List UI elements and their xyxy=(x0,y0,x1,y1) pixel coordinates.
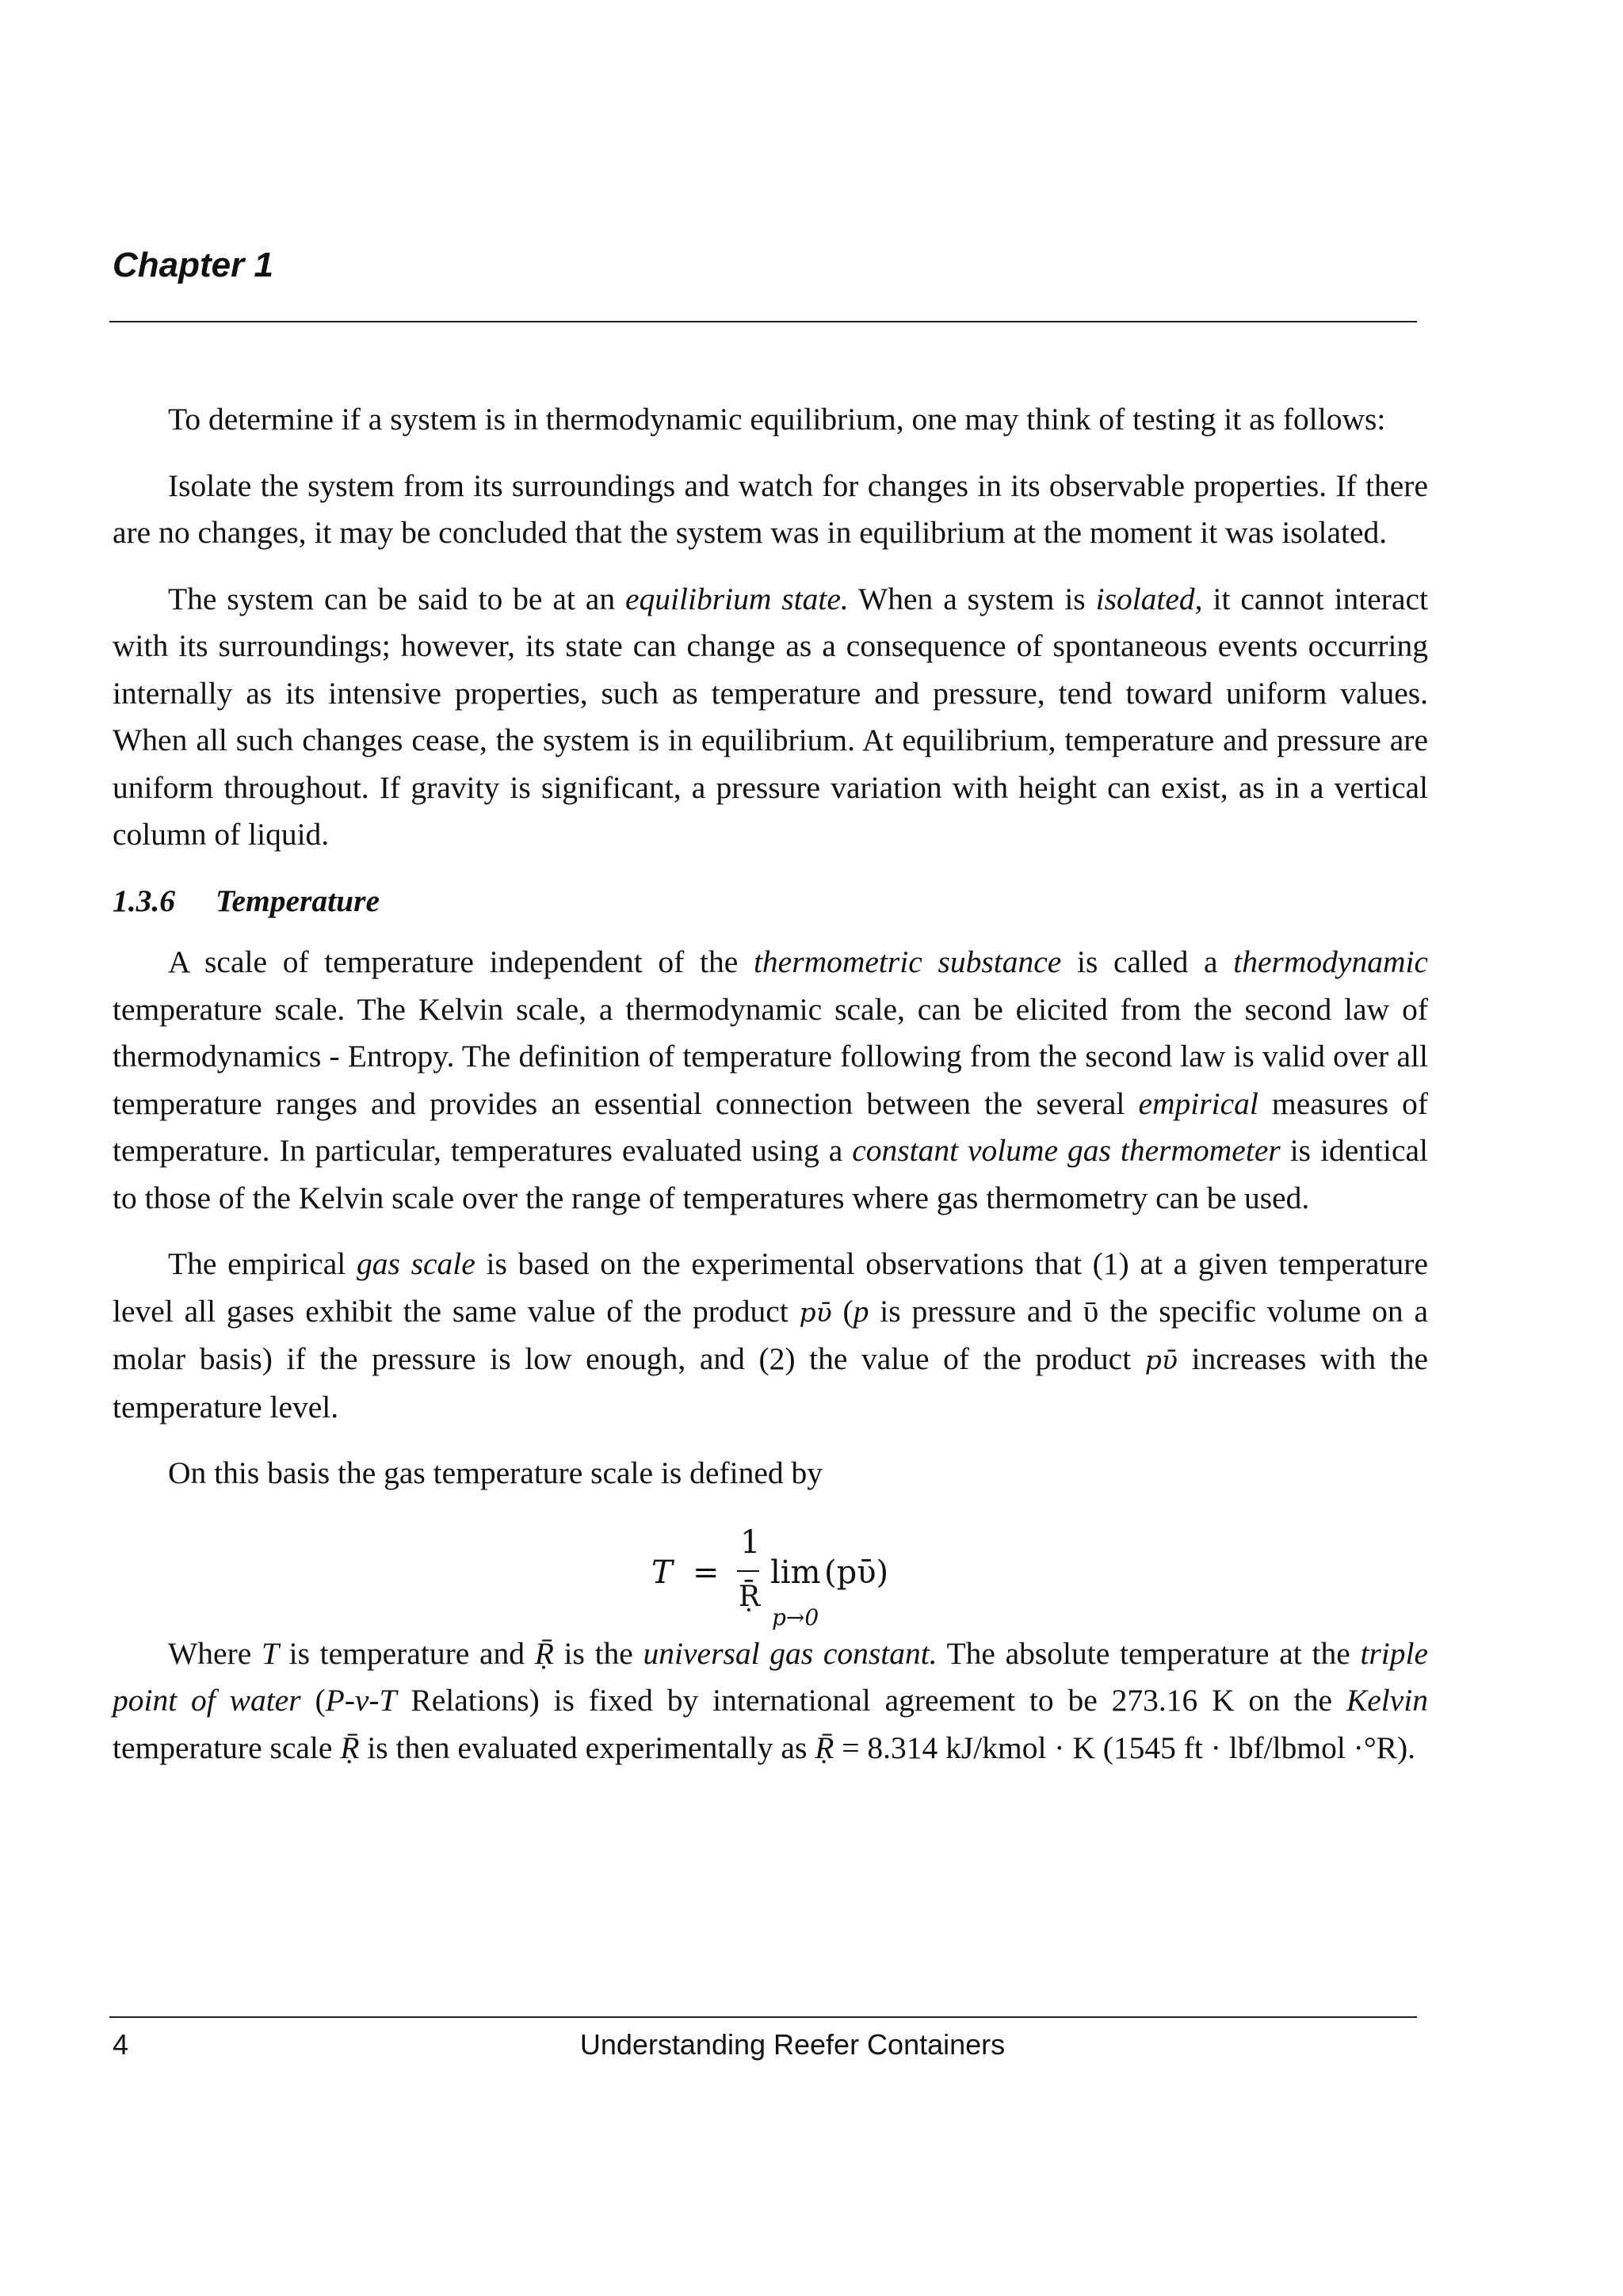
section-number: 1.3.6 xyxy=(113,883,175,918)
equation-lhs: T xyxy=(651,1554,673,1591)
equation-numerator: 1 xyxy=(740,1524,761,1561)
text-run: temperature scale. The Kelvin scale, a thermodynamic scale, can be elicited from the second law of thermodynamics - Entropy. The definition of temperature following from the second law is valid over all temperature ranges and provides an essential connection between the several xyxy=(113,991,1428,1121)
chapter-title: Chapter 1 xyxy=(113,246,273,284)
term-universal-gas-constant: universal gas constant. xyxy=(643,1635,938,1671)
paragraph-universal-gas-constant xyxy=(113,1630,1428,1772)
paragraph-definition-intro: On this basis the gas temperature scale is defined by xyxy=(168,1455,823,1490)
header-divider xyxy=(109,321,1417,322)
equation-argument: (pῡ) xyxy=(824,1554,889,1591)
math-p: p xyxy=(853,1293,869,1329)
paragraph-isolate: Isolate the system from its surroundings and watch for changes in its observable properties. If there are no changes, it may be concluded that the system was in equilibrium at the moment it was isolated. xyxy=(113,467,1428,550)
equation-limit-subscript: p→0 xyxy=(772,1604,819,1630)
term-gas-scale: gas scale xyxy=(357,1246,475,1281)
text-run: measures of temperature. In particular, temperatures evaluated using a xyxy=(113,1085,1428,1168)
text-run: The system can be said to be at an xyxy=(168,581,626,616)
text-run: increases with the temperature level. xyxy=(113,1341,1429,1425)
term-empirical: empirical xyxy=(1138,1085,1258,1121)
text-run: it cannot interact with its surroundings; however, its state can change as a consequence of spontaneous events occurring internally as its intensive properties, such as temperature and pressure, tend toward uniform values. When all such changes cease, the system is in equilibrium. At equilibrium, temperature and pressure are uniform throughout. If gravity is significant, a pressure variation with height can exist, as in a vertical column of liquid. xyxy=(113,581,1428,852)
text-run: is identical to those of the Kelvin scale over the range of temperatures where gas thermometry can be used. xyxy=(113,1133,1429,1215)
paragraph-gas-scale xyxy=(113,1241,1428,1431)
page-number: 4 xyxy=(113,2028,129,2061)
term-equilibrium-state: equilibrium state. xyxy=(625,581,849,616)
gas-temperature-equation xyxy=(113,1516,1428,1630)
math-R-bar: Ṝ xyxy=(340,1730,360,1765)
text-run: A scale of temperature independent of the xyxy=(168,944,754,979)
footer-divider xyxy=(109,2016,1417,2018)
text-run: The absolute temperature at the xyxy=(937,1635,1361,1671)
equation-denominator: Ṝ xyxy=(739,1580,761,1613)
text-run: ( xyxy=(831,1293,854,1329)
text-run: ( xyxy=(300,1683,326,1718)
math-pv: pῡ xyxy=(1144,1344,1178,1375)
text-run: Where xyxy=(168,1635,262,1671)
fraction-bar xyxy=(737,1570,759,1572)
term-thermodynamic: thermodynamic xyxy=(1233,944,1428,979)
term-thermometric-substance: thermometric substance xyxy=(753,944,1062,979)
section-title: Temperature xyxy=(216,883,380,918)
text-run: temperature scale xyxy=(113,1730,341,1765)
text-run: is the xyxy=(553,1635,643,1671)
text-run: is temperature and xyxy=(278,1635,535,1671)
equation-equals: = xyxy=(693,1554,720,1591)
section-heading xyxy=(113,878,1428,925)
math-T: T xyxy=(261,1635,279,1671)
math-pv: pῡ xyxy=(799,1296,832,1328)
text-run: is based on the experimental observations that (1) at a given temperature level all gases exhibit the same value of the product xyxy=(113,1246,1428,1329)
text-run: When a system is xyxy=(848,581,1096,616)
text-run: The empirical xyxy=(168,1246,357,1281)
math-R-bar: Ṝ xyxy=(815,1730,834,1765)
text-run: = 8.314 kJ/kmol · K (1545 ft · lbf/lbmol ·°R). xyxy=(834,1730,1416,1765)
equation-limit: lim xyxy=(770,1554,821,1591)
term-triple-point-of-water: triple point of water xyxy=(113,1635,1429,1718)
term-constant-volume-gas-thermometer: constant volume gas thermometer xyxy=(852,1133,1281,1168)
term-pvt: P-v-T xyxy=(325,1683,397,1718)
text-run: is then evaluated experimentally as xyxy=(359,1730,815,1765)
math-R-bar: Ṝ xyxy=(534,1635,554,1671)
paragraph-thermodynamic-scale xyxy=(113,939,1428,1222)
term-isolated: isolated, xyxy=(1095,581,1203,616)
paragraph-equilibrium-state xyxy=(113,576,1428,859)
running-footer-title: Understanding Reefer Containers xyxy=(579,2028,1006,2061)
text-run: is pressure and ῡ the specific volume on a molar basis) if the pressure is low enough, and (2) the value of the product xyxy=(113,1293,1429,1376)
document-body xyxy=(113,396,1428,1791)
text-run: is called a xyxy=(1061,944,1234,979)
term-kelvin: Kelvin xyxy=(1346,1683,1428,1718)
equation-fraction xyxy=(737,1520,759,1615)
paragraph-intro: To determine if a system is in thermodynamic equilibrium, one may think of testing it as follows: xyxy=(168,402,1386,437)
text-run: Relations) is fixed by international agreement to be 273.16 K on the xyxy=(396,1683,1346,1718)
